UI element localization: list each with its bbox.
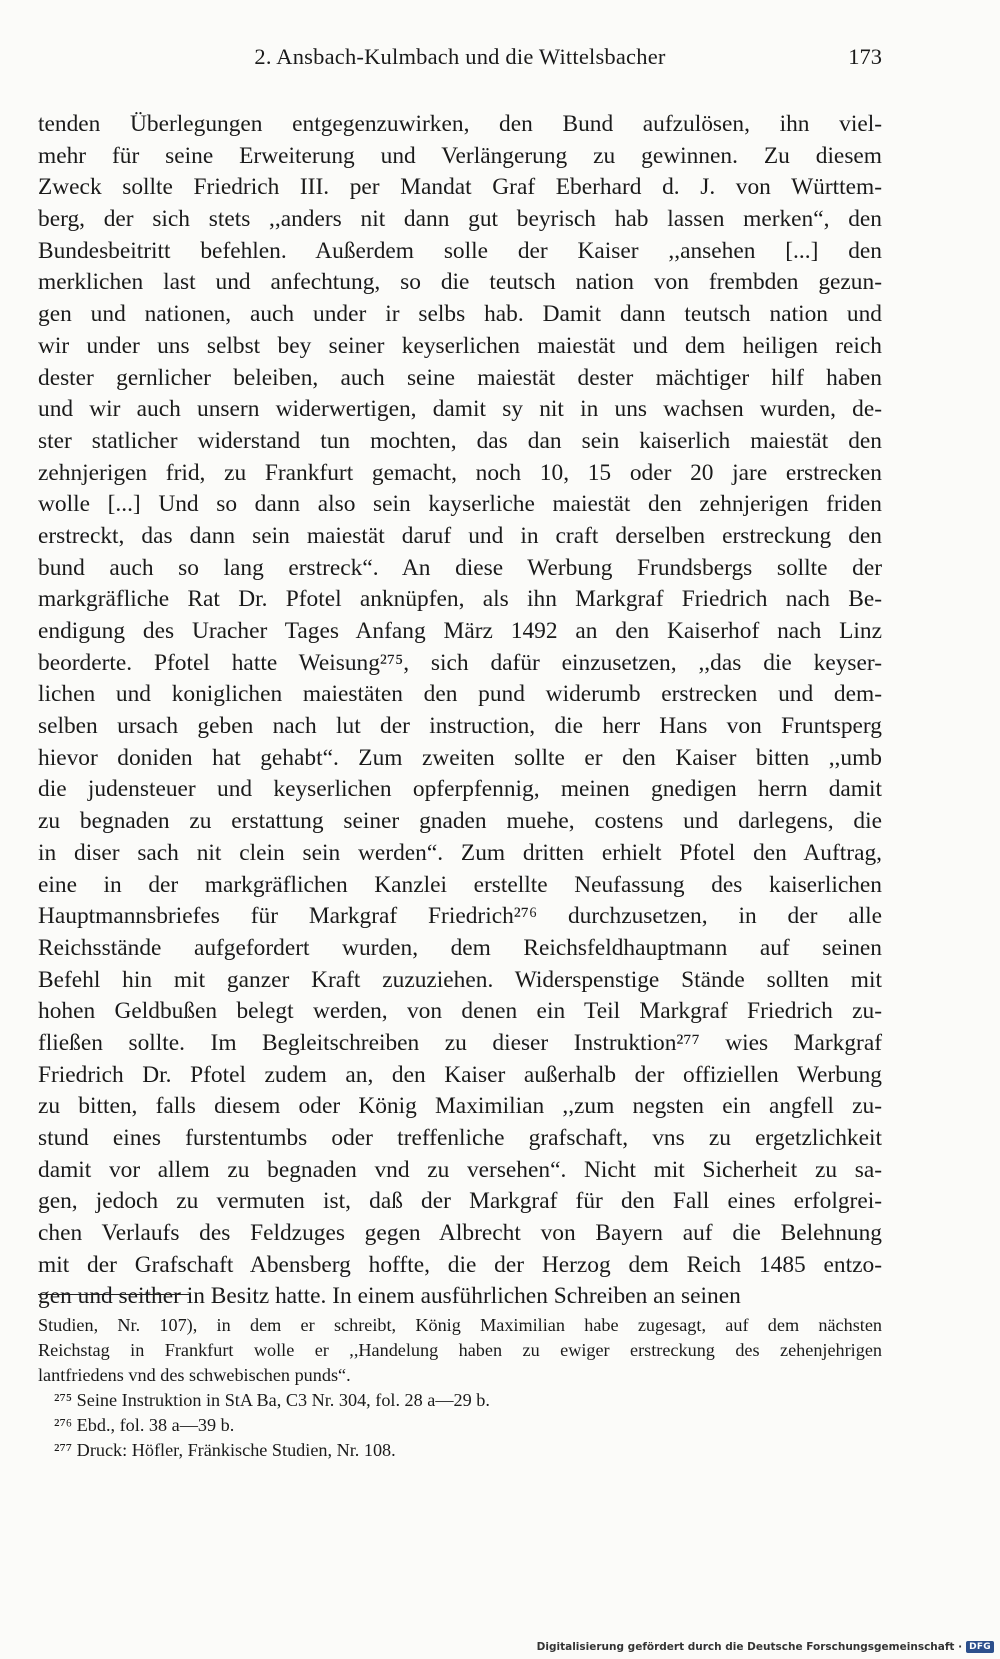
body-line: und wir auch unsern widerwertigen, damit sy nit in uns wachsen wurden, de- — [38, 396, 882, 423]
body-line: tenden Überlegungen entgegenzuwirken, den Bund aufzulösen, ihn viel- — [38, 111, 882, 137]
footnote-275: ²⁷⁵ Seine Instruktion in StA Ba, C3 Nr. 304, fol. 28 a—29 b. — [54, 1390, 490, 1410]
body-line: mit der Grafschaft Abensberg hoffte, die der Herzog dem Reich 1485 entzo- — [38, 1251, 882, 1278]
footnote-line: Reichstag in Frankfurt wolle er ,,Handelung haben zu ewiger erstreckung des zehenjehrigen — [38, 1340, 882, 1360]
footnote-276: ²⁷⁶ Ebd., fol. 38 a—39 b. — [54, 1415, 235, 1435]
body-line: wolle [...] Und so dann also sein kayserliche maiestät den zehnjerigen friden — [38, 491, 882, 518]
body-line: gen und seither in Besitz hatte. In einem ausführlichen Schreiben an seinen — [38, 1283, 741, 1310]
body-line: Befehl hin mit ganzer Kraft zuzuziehen. Widerspenstige Stände sollten mit — [38, 966, 882, 993]
body-line: selben ursach geben nach lut der instruction, die herr Hans von Fruntsperg — [38, 713, 882, 740]
running-title: 2. Ansbach-Kulmbach und die Wittelsbacher — [254, 44, 666, 69]
body-line: ster statlicher widerstand tun mochten, das dan sein kaiserlich maiestät den — [38, 427, 882, 454]
digitization-credit-text: Digitalisierung gefördert durch die Deutsche Forschungsgemeinschaft · — [536, 1641, 963, 1653]
body-line: damit vor allem zu begnaden vnd zu versehen“. Nicht mit Sicherheit zu sa- — [38, 1156, 882, 1183]
body-line: Zweck sollte Friedrich III. per Mandat Graf Eberhard d. J. von Württem- — [38, 174, 882, 201]
body-line: bund auch so lang erstreck“. An diese Werbung Frundsbergs sollte der — [38, 554, 882, 581]
body-line: eine in der markgräflichen Kanzlei erstellte Neufassung des kaiserlichen — [38, 871, 882, 898]
running-head — [38, 44, 882, 76]
body-line: in diser sach nit clein sein werden“. Zum dritten erhielt Pfotel den Auftrag, — [38, 839, 882, 866]
digitization-credit — [537, 1639, 994, 1655]
body-line: dester gernlicher beleiben, auch seine maiestät dester mächtiger hilf haben — [38, 364, 882, 391]
body-line: Friedrich Dr. Pfotel zudem an, den Kaiser außerhalb der offiziellen Werbung — [38, 1061, 882, 1088]
body-line: markgräfliche Rat Dr. Pfotel anknüpfen, als ihn Markgraf Friedrich nach Be- — [38, 586, 882, 613]
body-line: hievor doniden hat gehabt“. Zum zweiten sollte er den Kaiser bitten ,,umb — [38, 744, 882, 771]
body-line: mehr für seine Erweiterung und Verlängerung zu gewinnen. Zu diesem — [38, 142, 882, 169]
body-line: die judensteuer und keyserlichen opferpfennig, meinen gnedigen herrn damit — [38, 776, 882, 803]
body-line: gen und nationen, auch under ir selbs hab. Damit dann teutsch nation und — [38, 301, 882, 328]
body-line: Hauptmannsbriefes für Markgraf Friedrich²⁷⁶ durchzusetzen, in der alle — [38, 903, 882, 930]
body-line: wir under uns selbst bey seiner keyserlichen maiestät und dem heiligen reich — [38, 332, 882, 359]
body-line: chen Verlaufs des Feldzuges gegen Albrecht von Bayern auf die Belehnung — [38, 1220, 882, 1247]
body-line: endigung des Uracher Tages Anfang März 1492 an den Kaiserhof nach Linz — [38, 618, 882, 644]
body-line: berg, der sich stets ,,anders nit dann gut beyrisch hab lassen merken“, den — [38, 206, 882, 233]
body-line: stund eines furstentumbs oder treffenliche grafschaft, vns zu ergetzlichkeit — [38, 1125, 882, 1151]
footnote-line: lantfriedens vnd des schwebischen punds“. — [38, 1365, 351, 1385]
dfg-logo: DFG — [966, 1641, 994, 1653]
page-number: 173 — [848, 44, 882, 69]
body-text — [38, 109, 882, 1313]
body-line: Bundesbeitritt befehlen. Außerdem solle der Kaiser ,,ansehen [...] den — [38, 237, 882, 264]
body-line: hohen Geldbußen belegt werden, von denen ein Teil Markgraf Friedrich zu- — [38, 998, 882, 1025]
footnote-separator — [38, 1294, 190, 1295]
body-line: zu begnaden zu erstattung seiner gnaden muehe, costens und darlegens, die — [38, 808, 882, 835]
body-line: zu bitten, falls diesem oder König Maximilian ,,zum negsten ein angfell zu- — [38, 1093, 882, 1120]
body-line: Reichsstände aufgefordert wurden, dem Reichsfeldhauptmann auf seinen — [38, 934, 882, 961]
footnote-line: Studien, Nr. 107), in dem er schreibt, König Maximilian habe zugesagt, auf dem nächsten — [38, 1315, 882, 1335]
body-line: lichen und koniglichen maiestäten den pund widerumb erstrecken und dem- — [38, 681, 882, 708]
footnotes — [38, 1313, 882, 1463]
body-line: gen, jedoch zu vermuten ist, daß der Markgraf für den Fall eines erfolgrei- — [38, 1188, 882, 1215]
body-line: fließen sollte. Im Begleitschreiben zu dieser Instruktion²⁷⁷ wies Markgraf — [38, 1029, 882, 1056]
body-line: merklichen last und anfechtung, so die teutsch nation von frembden gezun- — [38, 269, 882, 296]
body-line: zehnjerigen frid, zu Frankfurt gemacht, noch 10, 15 oder 20 jare erstrecken — [38, 459, 882, 486]
body-line: beorderte. Pfotel hatte Weisung²⁷⁵, sich dafür einzusetzen, ,,das die keyser- — [38, 649, 882, 676]
footnote-277: ²⁷⁷ Druck: Höfler, Fränkische Studien, Nr. 108. — [54, 1440, 396, 1460]
body-line: erstreckt, das dann sein maiestät daruf und in craft derselben erstreckung den — [38, 522, 882, 549]
